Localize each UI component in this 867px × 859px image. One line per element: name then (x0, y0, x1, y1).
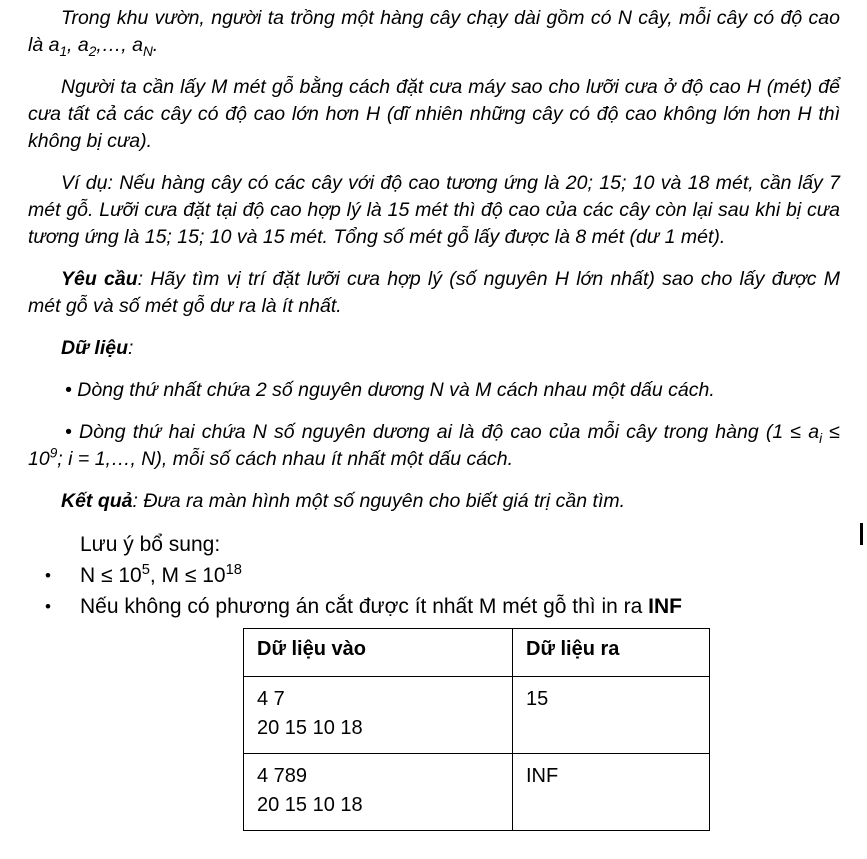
input-line: 20 15 10 18 (257, 717, 363, 739)
header-input: Dữ liệu vào (244, 629, 513, 677)
input-line: 4 789 (257, 765, 308, 787)
data-bullet-1: • Dòng thứ nhất chứa 2 số nguyên dương N và M cách nhau một dấu cách. (65, 379, 715, 401)
paragraph-example: Ví dụ: Nếu hàng cây có các cây với độ cao tương ứng là 20; 15; 10 và 18 mét, cần lấy 7 mét gỗ. Lưỡi cưa đặt tại độ cao hợp lý là 15 mét thì độ cao của các cây còn lại sau khi bị cưa tương ứng là 15; 15; 10 và 15 mét. Tổng số mét gỗ lấy được là 8 mét (dư 1 mét). (28, 172, 840, 248)
example-io-table (243, 628, 710, 831)
paragraph-requirement: Yêu cầu: Hãy tìm vị trí đặt lưỡi cưa hợp lý (số nguyên H lớn nhất) sao cho lấy được M mét gỗ và số mét gỗ dư ra là ít nhất. (28, 268, 840, 317)
note-item-constraints (28, 560, 840, 591)
note-item-inf (28, 591, 840, 622)
bullet-icon: • (45, 566, 51, 585)
table-header-row (244, 629, 710, 677)
table-row (244, 754, 710, 831)
paragraph-intro-2: Người ta cần lấy M mét gỗ bằng cách đặt cưa máy sao cho lưỡi cưa ở độ cao H (mét) để cưa tất cả các cây có độ cao lớn hơn H (dĩ nhiên những cây có độ cao không lớn hơn H thì không bị cưa). (28, 76, 840, 152)
paragraph-result: Kết quả: Đưa ra màn hình một số nguyên cho biết giá trị cần tìm. (61, 490, 626, 512)
input-line: 4 7 (257, 688, 285, 710)
bullet-icon: • (45, 597, 51, 616)
data-bullet-2: • Dòng thứ hai chứa N số nguyên dương ai là độ cao của mỗi cây trong hàng ($1 \le a_i \le 10^9$; i = 1,…, N), mỗi số cách nhau ít nhất một dấu cách. (28, 421, 841, 470)
output-cell: 15 (513, 677, 710, 754)
note-text: Nếu không có phương án cắt được ít nhất M mét gỗ thì in ra INF (80, 595, 682, 618)
note-text: $N \le 10^5$, $M \le 10^{18}$ (80, 562, 242, 587)
text-cursor-mark (860, 523, 863, 545)
header-output: Dữ liệu ra (513, 629, 710, 677)
input-cell (244, 754, 513, 831)
paragraph-intro-1: Trong khu vườn, người ta trồng một hàng cây chạy dài gồm có N cây, mỗi cây có độ cao là $a_1$, $a_2,\dots$, $a_N$. (28, 7, 840, 59)
table-row (244, 677, 710, 754)
notes-title: Lưu ý bổ sung: (80, 533, 221, 556)
output-cell: INF (513, 754, 710, 831)
section-label-data: Dữ liệu: (61, 337, 134, 359)
input-line: 20 15 10 18 (257, 794, 363, 816)
input-cell (244, 677, 513, 754)
